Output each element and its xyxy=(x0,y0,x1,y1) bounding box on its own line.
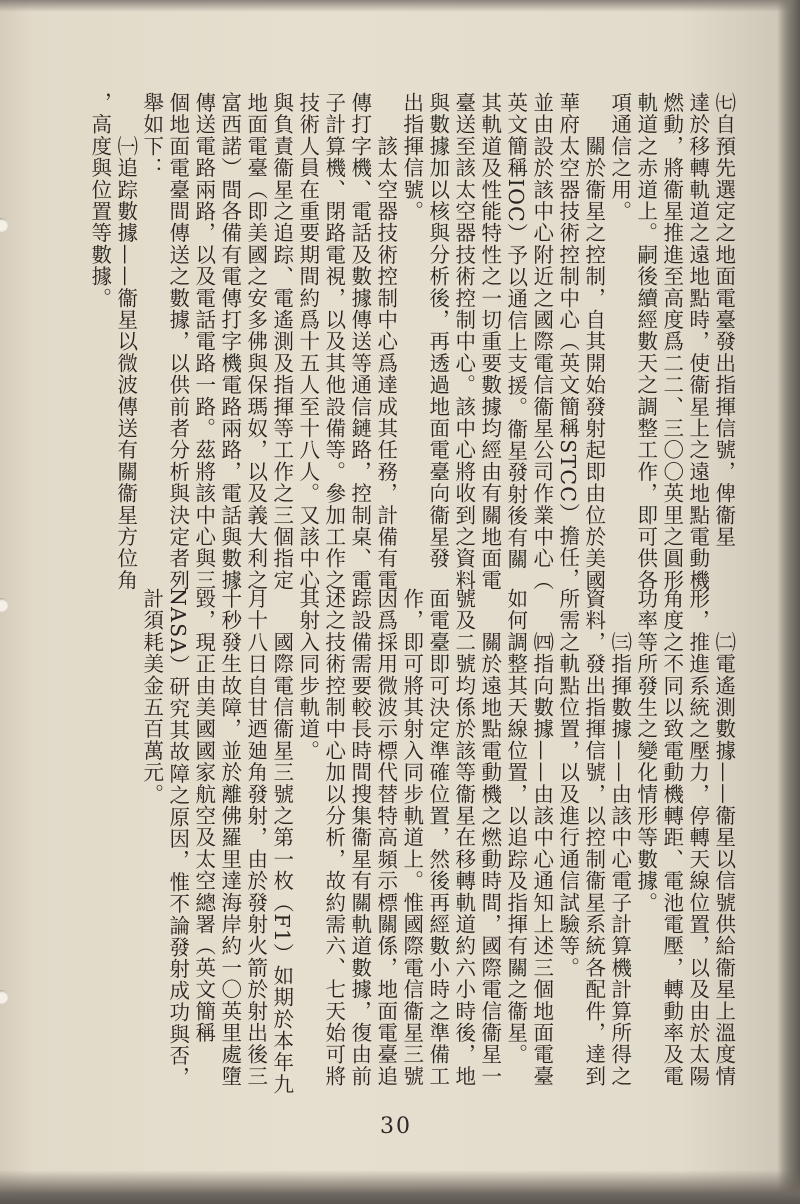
text-column: 項通信之用。 xyxy=(607,92,632,223)
text-column: 英文簡稱IOC）予以通信上支援。衞星發射後有關 xyxy=(503,92,528,571)
text-column: 如何調整其天線位置，以追踪及指揮有關之衞星。 xyxy=(503,588,528,1066)
text-column: ㈠追踪數據——衞星以微波傳送有關衞星方位角 xyxy=(113,92,138,592)
top-shadow xyxy=(0,0,800,12)
text-column: 其射入同步軌道。 xyxy=(295,588,320,762)
text-column: ㈢指揮數據——由該中心電子計算機計算所得之 xyxy=(607,588,632,1088)
text-column: 功率等所發生之變化情形等數據。 xyxy=(633,588,658,914)
text-column: 華府太空器技術控制中心（英文簡稱STCC）擔任， xyxy=(555,92,580,590)
text-column: 傳送電路兩路，以及電話電路一路。茲將該中心與三 xyxy=(191,92,216,592)
binding-hole xyxy=(0,218,8,232)
text-column: 因爲採用微波示標代替特高頻示標關係，地面電臺追 xyxy=(373,588,398,1088)
text-column: 角度之不同以致電動機轉距、電池電壓，轉動率及電 xyxy=(659,588,684,1088)
bottom-shadow xyxy=(0,1170,800,1204)
text-column: ㈦自預先選定之地面電臺發出指揮信號，俾衞星 xyxy=(711,92,736,548)
binding-hole xyxy=(0,990,8,1004)
text-column: 述之技術控制中心加以分析，故約需六、七天始可將 xyxy=(321,588,346,1088)
text-column: 舉如下： xyxy=(139,92,164,179)
page-edge-shadow xyxy=(778,0,800,1204)
text-column: 傳打字機、電話及數據傳送等通信鏈路，控制桌、電 xyxy=(347,92,372,592)
text-column: 作，即可將其射入同步軌道上。惟國際電信衞星三號 xyxy=(399,588,424,1088)
text-column: 關於遠地點電動機之燃動時間，國際電信衞星一 xyxy=(477,588,502,1088)
text-column: 富西諾）間各備有電傳打字機電路兩路，電話與數據 xyxy=(217,92,242,592)
text-column: 達於移轉軌道之遠地點時，使衞星上之遠地點電動機 xyxy=(685,92,710,592)
text-column: 與負責衞星之追踪、電遙測及指揮等工作之三個指定 xyxy=(269,92,294,592)
text-column: 與數據加以核與分析後，再透過地面電臺向衞星發 xyxy=(425,92,450,570)
text-column: 臺送至該太空器技術控制中心。該中心將收到之資料 xyxy=(451,92,476,592)
text-column: 子計算機、閉路電視，以及其他設備等。參加工作之 xyxy=(321,92,346,592)
binding-hole xyxy=(0,598,8,612)
text-column: ㈡電遙測數據——衞星以信號供給衞星上溫度情 xyxy=(711,588,736,1088)
page-number: 30 xyxy=(380,1114,412,1139)
text-column: 其軌道及性能特性之一切重要數據均經由有關地面電 xyxy=(477,92,502,592)
text-column: 該太空器技術控制中心爲達成其任務，計備有電 xyxy=(373,92,398,592)
text-column: 國際電信衞星三號之第一枚（F1）如期於本年九 xyxy=(269,588,294,1096)
text-column: ，高度與位置等數據。 xyxy=(87,92,112,309)
text-column: 並由設於該中心附近之國際電信衞星公司作業中心（ xyxy=(529,92,554,592)
text-column: 月十八日自甘迺廸角發射，由於發射火箭於射出後三 xyxy=(243,588,268,1088)
text-column: 毀，現正由美國國家航空及太空總署（英文簡稱 xyxy=(191,588,216,1044)
text-column: 燃動，將衞星推進至高度爲二二、三〇〇英里之圓形 xyxy=(659,92,684,592)
text-column: ㈣指向數據——由該中心通知上述三個地面電臺 xyxy=(529,588,554,1088)
text-column: 出指揮信號。 xyxy=(399,92,424,223)
text-column: 個地面電臺間傳送之數據，以供前者分析與決定者列 xyxy=(165,92,190,592)
text-column: 關於衞星之控制，自其開始發射起即由位於美國 xyxy=(581,92,606,592)
text-column: 面電臺即可決定準確位置，然後再經數小時之準備工 xyxy=(425,588,450,1088)
text-column: 踪設備需要較長時間搜集衞星有關軌道數據，復由前 xyxy=(347,588,372,1088)
text-column: 號及二號均係於該等衞星在移轉軌道約六小時後，地 xyxy=(451,588,476,1088)
text-column: 資料，發出指揮信號，以控制衞星系統各配件，達到 xyxy=(581,588,606,1088)
text-column: 技術人員在重要期間約爲十五人至十八人。又該中心 xyxy=(295,92,320,592)
text-column: 所需之軌點位置，以及進行通信試驗等。 xyxy=(555,588,580,979)
text-column: 形，推進系統之壓力，停轉天線位置，以及由於太陽 xyxy=(685,588,710,1088)
text-column: 地面電臺（即美國之安多佛與保瑪奴，以及義大利之 xyxy=(243,92,268,592)
text-column: NASA）研究其故障之原因，惟不論發射成功與否， xyxy=(165,588,190,1089)
text-column: 十秒發生故障，並於離佛羅里達海岸約一〇英里處墮 xyxy=(217,588,242,1088)
text-column: 計須耗美金五百萬元。 xyxy=(139,588,164,805)
text-column: 軌道之赤道上。嗣後續經數天之調整工作，即可供各 xyxy=(633,92,658,592)
